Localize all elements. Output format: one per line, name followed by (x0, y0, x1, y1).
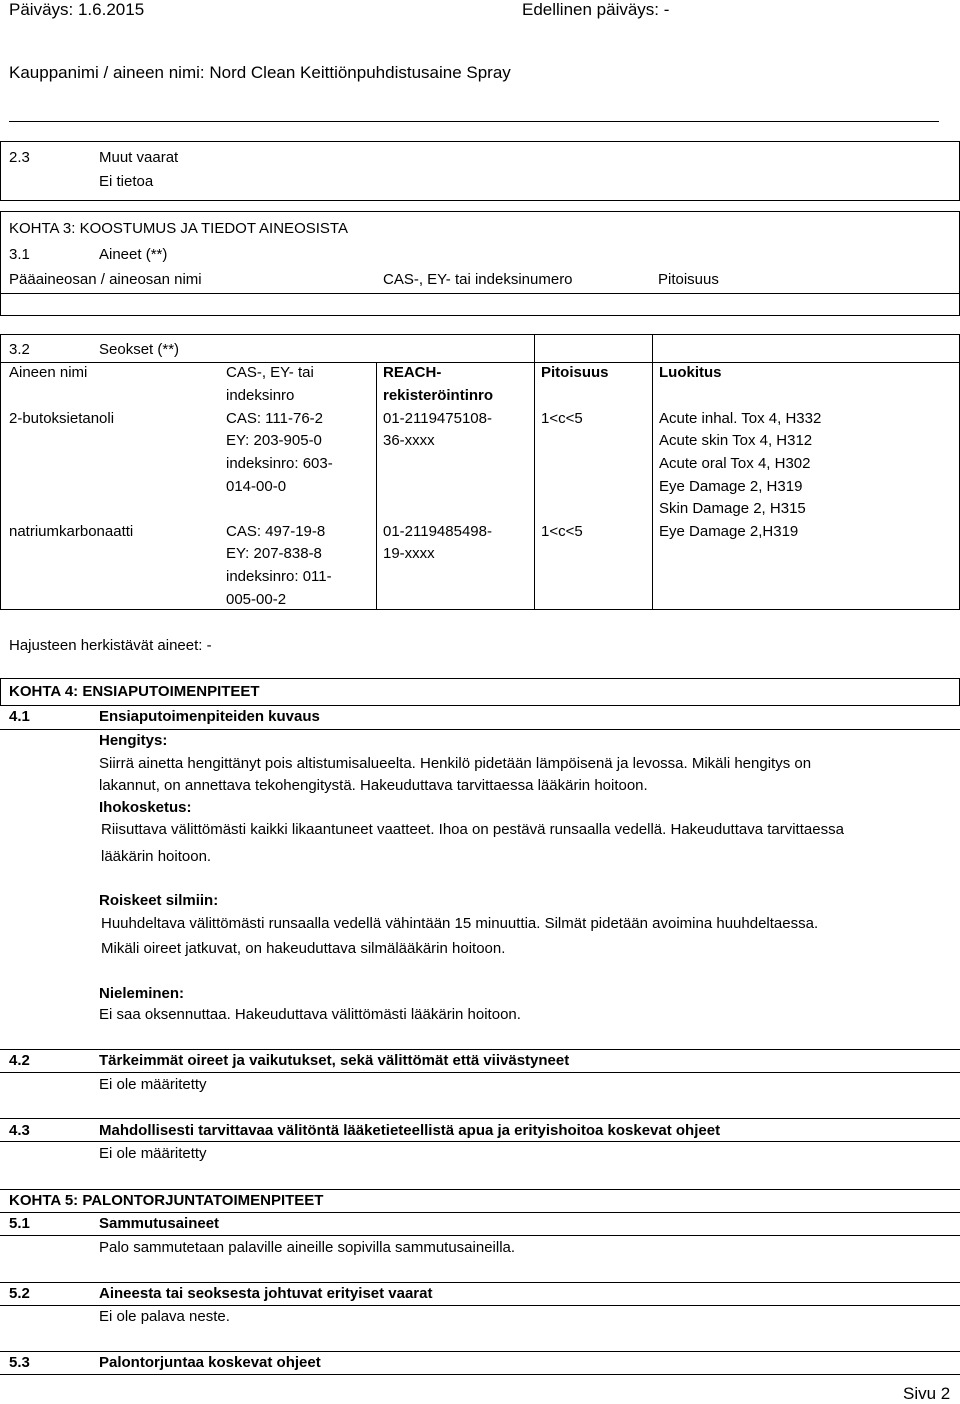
row1-class-3: Acute oral Tox 4, H302 (659, 455, 811, 472)
row1-class-4: Eye Damage 2, H319 (659, 478, 803, 495)
row2-class-1: Eye Damage 2,H319 (659, 523, 799, 540)
section-5-3-title: Palontorjuntaa koskevat ohjeet (99, 1354, 321, 1371)
row1-cas: CAS: 111-76-2 (226, 410, 323, 427)
section-5-rule-mid (0, 1212, 960, 1213)
ingestion-text: Ei saa oksennuttaa. Hakeuduttava välittömästi lääkärin hoitoon. (99, 1006, 521, 1023)
section-2-3-title: Muut vaarat (99, 149, 179, 166)
section-3-2-num: 3.2 (9, 341, 30, 358)
sensitizers-note: Hajusteen herkistävät aineet: - (9, 637, 212, 654)
mix-header-class: Luokitus (659, 364, 722, 381)
mix-header-cas-1: CAS-, EY- tai (226, 364, 314, 381)
section-4-3-text: Ei ole määritetty (99, 1145, 207, 1162)
section-5-2-text: Ei ole palava neste. (99, 1308, 230, 1325)
row2-index-2: 005-00-2 (226, 591, 287, 608)
row2-conc: 1<c<5 (541, 523, 583, 540)
section-5-1-num: 5.1 (9, 1215, 30, 1232)
table1-header-cas: CAS-, EY- tai indeksinumero (383, 271, 573, 288)
skin-text-1: Riisuttava välittömästi kaikki likaantuneet vaatteet. Ihoa on pestävä runsaalla vedellä. Hakeuduttava tarvittaessa (101, 821, 844, 838)
eyes-label: Roiskeet silmiin: (99, 892, 219, 909)
row1-class-5: Skin Damage 2, H315 (659, 500, 806, 517)
mix-header-cas-2: indeksinro (226, 387, 295, 404)
trade-name: Kauppanimi / aineen nimi: Nord Clean Keittiönpuhdistusaine Spray (9, 63, 511, 82)
section-2-3-num: 2.3 (9, 149, 30, 166)
section-4-3-title: Mahdollisesti tarvittavaa välitöntä lääketieteellistä apua ja erityishoitoa koskevat ohjeet (99, 1122, 721, 1139)
section-5-1-text: Palo sammutetaan palaville aineille sopivilla sammutusaineilla. (99, 1239, 516, 1256)
section-5-rule-bottom (0, 1235, 960, 1236)
section-5-1-title: Sammutusaineet (99, 1215, 220, 1232)
skin-text-2: lääkärin hoitoon. (101, 848, 212, 865)
document-date: Päiväys: 1.6.2015 (9, 0, 145, 19)
inhalation-text-2: lakannut, on annettava tekohengitystä. Hakeuduttava tarvittaessa lääkärin hoitoon. (99, 777, 648, 794)
previous-date: Edellinen päiväys: - (522, 0, 670, 19)
row1-conc: 1<c<5 (541, 410, 583, 427)
mix-col-divider-3 (652, 334, 653, 610)
table1-header-name: Pääaineosan / aineosan nimi (9, 271, 202, 288)
section-3-1-num: 3.1 (9, 246, 30, 263)
section-5-heading: KOHTA 5: PALONTORJUNTATOIMENPITEET (9, 1192, 324, 1209)
row1-ey: EY: 203-905-0 (226, 432, 322, 449)
row2-ey: EY: 207-838-8 (226, 545, 322, 562)
row2-reach-2: 19-xxxx (383, 545, 435, 562)
mixtures-table (0, 334, 960, 610)
section-5-3-num: 5.3 (9, 1354, 30, 1371)
section-2-3-text: Ei tietoa (99, 173, 154, 190)
table1-header-conc: Pitoisuus (658, 271, 719, 288)
header-rule (9, 121, 939, 122)
skin-label: Ihokosketus: (99, 799, 192, 816)
section-4-1-title: Ensiaputoimenpiteiden kuvaus (99, 708, 320, 725)
section-5-3-rule-top (0, 1351, 960, 1352)
section-4-2-rule-top (0, 1049, 960, 1050)
row2-name: natriumkarbonaatti (9, 523, 134, 540)
row1-index-1: indeksinro: 603- (226, 455, 333, 472)
row1-reach-2: 36-xxxx (383, 432, 435, 449)
section-4-2-rule-bottom (0, 1072, 960, 1073)
section-4-1-rule (0, 729, 960, 730)
row2-reach-1: 01-2119485498- (383, 523, 492, 540)
table1-row-rule (0, 293, 960, 294)
eyes-text-2: Mikäli oireet jatkuvat, on hakeuduttava silmälääkärin hoitoon. (101, 940, 506, 957)
mix-header-reach-1: REACH- (383, 364, 442, 381)
section-4-3-rule-top (0, 1118, 960, 1119)
section-4-1-num: 4.1 (9, 708, 30, 725)
eyes-text-1: Huuhdeltava välittömästi runsaalla vedellä vähintään 15 minuuttia. Silmät pidetään avoimina huuhdeltaessa. (101, 915, 819, 932)
mix-col-divider-1 (376, 362, 377, 610)
section-5-2-rule-top (0, 1282, 960, 1283)
section-4-2-text: Ei ole määritetty (99, 1076, 207, 1093)
mix-header-reach-2: rekisteröintinro (383, 387, 494, 404)
mix-col-divider-2 (534, 334, 535, 610)
row1-index-2: 014-00-0 (226, 478, 287, 495)
section-4-3-rule-bottom (0, 1141, 960, 1142)
row1-class-1: Acute inhal. Tox 4, H332 (659, 410, 822, 427)
section-5-rule-top (0, 1189, 960, 1190)
section-5-3-rule-bottom (0, 1374, 960, 1375)
section-4-2-num: 4.2 (9, 1052, 30, 1069)
section-4-2-title: Tärkeimmät oireet ja vaikutukset, sekä välittömät että viivästyneet (99, 1052, 570, 1069)
mix-header-conc: Pitoisuus (541, 364, 609, 381)
row1-class-2: Acute skin Tox 4, H312 (659, 432, 813, 449)
ingestion-label: Nieleminen: (99, 985, 185, 1002)
mix-header-name: Aineen nimi (9, 364, 88, 381)
section-4-3-num: 4.3 (9, 1122, 30, 1139)
inhalation-text-1: Siirrä ainetta hengittänyt pois altistumisalueelta. Henkilö pidetään lämpöisenä ja levossa. Mikäli hengitys on (99, 755, 812, 772)
section-5-2-num: 5.2 (9, 1285, 30, 1302)
row1-name: 2-butoksietanoli (9, 410, 115, 427)
section-3-1-title: Aineet (**) (99, 246, 168, 263)
mixtures-title-rule (0, 362, 960, 363)
section-3-heading: KOHTA 3: KOOSTUMUS JA TIEDOT AINEOSISTA (9, 220, 348, 237)
page-number: Sivu 2 (903, 1384, 951, 1403)
inhalation-label: Hengitys: (99, 732, 168, 749)
section-5-2-title: Aineesta tai seoksesta johtuvat erityiset vaarat (99, 1285, 433, 1302)
section-5-2-rule-bottom (0, 1305, 960, 1306)
section-3-2-title: Seokset (**) (99, 341, 180, 358)
row2-cas: CAS: 497-19-8 (226, 523, 326, 540)
section-4-heading: KOHTA 4: ENSIAPUTOIMENPITEET (9, 683, 260, 700)
row1-reach-1: 01-2119475108- (383, 410, 492, 427)
row2-index-1: indeksinro: 011- (226, 568, 332, 585)
